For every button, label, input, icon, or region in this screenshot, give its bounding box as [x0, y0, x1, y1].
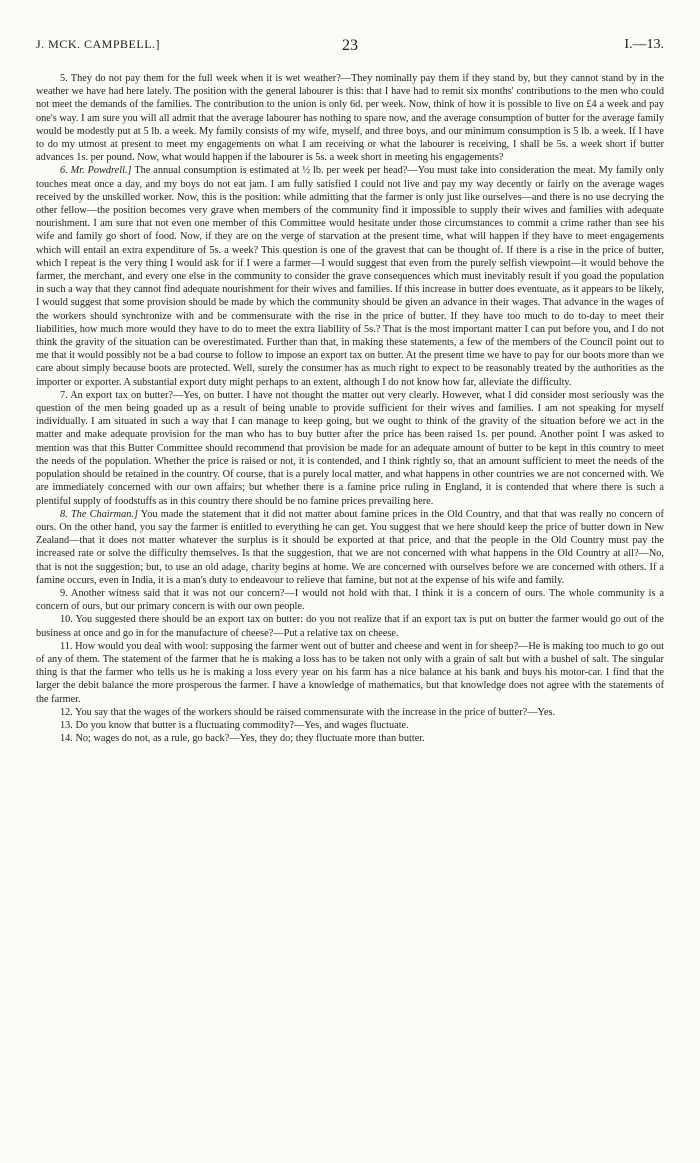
document-body [36, 72, 664, 745]
paragraph-text: 13. Do you know that butter is a fluctuating commodity?—Yes, and wages fluctuate. [60, 719, 409, 731]
paragraph-text: 7. An export tax on butter?—Yes, on butter. I have not thought the matter out very clearly. However, what I did consider most seriously was the question of the men being goaded up as a result of being unable to provide sufficient for their wives and families. I am not speaking for myself individually. I am situated in such a way that I can manage to keep going, but we ought to think of the gravity of the situation before we act in the matter and make adequate provision for the man who has to buy butter after the price has been raised 1s. per pound. Another point I was asked to mention was that this Butter Committee should recommend that provision be made for an adequate amount of butter to be kept in this country to meet the needs of the population. Whether the price is raised or not, it is contended, and I think rightly so, that an amount sufficient to meet the needs of the population should be retained in the country. Of course, that is a purely local matter, and what happens in other countries we are not concerned with. We are immediately concerned with our own affairs; but whether there is a famine price ruling in England, it is contended that where there is such a plentiful supply of foodstuffs as in this country there should be no famine prices prevailing here. [36, 389, 664, 507]
paragraph-5 [36, 72, 664, 164]
paragraph-text: 14. No; wages do not, as a rule, go back?—Yes, they do; they fluctuate more than butter. [60, 733, 425, 745]
paragraph-11 [36, 640, 664, 706]
paragraph-text: The annual consumption is estimated at ½ lb. per week per head?—You must take into consideration the meat. My family only touches meat once a day, and my boys do not eat jam. I am fully satisfied I could not live and pay my way decently or fairly on the average wages received by the unskilled worker. Now, this is the position: while admitting that the farmer is only just like ourselves—and there is no use decrying the other fellow—the position becomes very grave when members of the community find it impossible to supply their wives and families with adequate nourishment. I am sure that not even one member of this Committee would hesitate under those circumstances to commit a crime rather than see his wife and family go short of food. Now, if they are on the verge of starvation at the present time, what will happen if they have to meet engagements which will entail an extra expenditure of 5s. a week? This question is one of the gravest that can be thought of. If there is a rise in the price of butter, which I repeat is the very thing I would ask for if I were a farmer—I would suggest that even from the purely selfish viewpoint—it would behove the farmer, the merchant, and every one else in the community to consider the grave consequences which must inevitably result if you goad the population in such a way that they cannot find adequate nourishment for their wives and families. If this increase in butter does eventuate, as it appears to be likely, I would suggest that some provision should be made by which the community should be given an advance in their wages. That advance in the wages of the workers should synchronize with and be commensurate with the rise in the price of butter. If they have too much to do to-day to meet their liabilities, how much more would they have to do to meet the extra liability of 5s.? That is the most important matter I can put before you, and I do not think the gravity of the situation can be overestimated. Further than that, in making these statements, a few of the members of the Council point out to me that it would possibly not be a bad course to follow to impose an export tax on butter. At the present time we have to pay for our boots more than we care about simply because boots are protected. Well, surely the consumer has as much right to expect to be reasonably treated by the authorities as the importer or exporter. A substantial export duty might perhaps to an extent, although I do not know how far, alleviate the difficulty. [36, 165, 665, 388]
paragraph-text: 11. How would you deal with wool: supposing the farmer went out of butter and cheese and went in for sheep?—He is making too much to go out of any of them. The statement of the farmer that he is making a loss has to be taken not only with a grain of salt but with a bushel of salt. The singular thing is that the farmer who tells us he is making a loss every year on his farm has a nice balance at his bank and buys his motor-car. I find that the larger the debit balance the more prosperous the farmer. I have a knowledge of mathematics, but that knowledge does not agree with the statements of the farmer. [36, 640, 664, 705]
speaker-lead: 8. The Chairman.] [60, 508, 138, 520]
paragraph-10 [36, 613, 664, 639]
paragraph-9 [36, 587, 664, 613]
page-header [36, 37, 664, 59]
document-reference: I.—13. [624, 37, 664, 52]
paragraph-7 [36, 389, 664, 508]
paragraph-8 [36, 508, 664, 587]
paragraph-12 [36, 706, 664, 719]
speaker-lead: 6. Mr. Powdrell.] [60, 165, 132, 177]
paragraph-text: 10. You suggested there should be an export tax on butter: do you not realize that if an export tax is put on butter the farmer would go out of the business at once and go in for the manufacture of cheese?—Put a relative tax on cheese. [36, 614, 664, 639]
page-number: 23 [342, 37, 358, 54]
paragraph-text: You made the statement that it did not matter about famine prices in the Old Country, and that that was really no concern of ours. On the other hand, you say the farmer is entitled to everything he can get. You suggest that we here should keep the price of butter down in New Zealand—that it does not matter whatever the surplus is it should be exported at that price, and that the people in the Old Country must pay the increased rate or solve the difficulty themselves. Is that the suggestion, that we are not concerned with what happens in the Old Country at all?—No, that is not the suggestion; but, to use an old adage, charity begins at home. We are concerned with ourselves before we are concerned with others. If a famine occurs, even in India, it is a man's duty to endeavour to relieve that famine, but not at the expense of his wife and family. [36, 508, 664, 586]
paragraph-text: 12. You say that the wages of the workers should be raised commensurate with the increase in the price of butter?—Yes. [60, 706, 556, 718]
paragraph-6 [36, 164, 664, 388]
paragraph-13 [36, 719, 664, 732]
paragraph-14 [36, 732, 664, 745]
paragraph-text: 9. Another witness said that it was not our concern?—I would not hold with that. I think it is a concern of ours. The whole community is a concern of ours, but our primary concern is with our own people. [36, 587, 664, 613]
paragraph-text: 5. They do not pay them for the full week when it is wet weather?—They nominally pay them if they stand by, but they cannot stand by in the weather we have had here lately. The position with the general labourer is this: that I have had to remit six months' contributions to the men who could not meet the demands of the families. The contribution to the union is only 6d. per week. Now, think of how it is possible to live on £4 a week and pay one's way. I am sure you will all admit that the average labourer has nothing to spare now, and the average consumption of butter for the average family would be modestly put at 5 lb. a week. My family consists of my wife, myself, and three boys, and our minimum consumption is 5 lb. a week. If I have to do my utmost at present to meet my engagements on what I am receiving or what the labourer is receiving, I shall be 5s. a week short if butter advances 1s. per pound. Now, what would happen if the labourer is 5s. a week short in meeting his engagements? [36, 73, 664, 164]
header-author: J. MCK. CAMPBELL.] [36, 37, 161, 51]
